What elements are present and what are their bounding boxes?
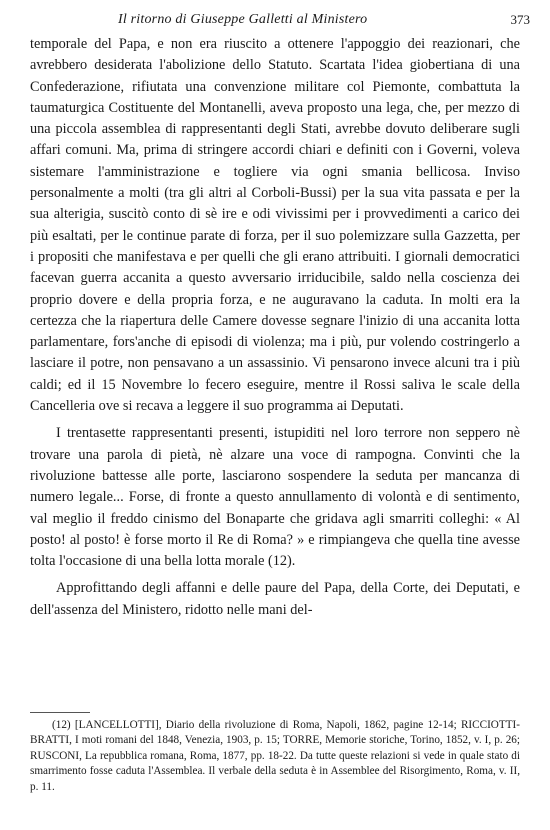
main-text	[30, 34, 520, 621]
paragraph: Approfittando degli affanni e delle paure del Papa, della Corte, dei Deputati, e dell'assenza del Ministero, ridotto nelle mani del-	[30, 580, 520, 618]
paragraph: temporale del Papa, e non era riuscito a ottenere l'appoggio dei reazionari, che avrebbero desiderata l'abolizione dello Statuto. Scartata l'idea giobertiana di una Confederazione, rifiutata una convenzione militare col Piemonte, combattuta la taumaturgica Costituente del Montanelli, aveva proposto una lega, che, per mezzo di una piccola assemblea di rappresentanti degli Stati, avrebbe dovuto deliberare sugli affari comuni. Ma, prima di stringere accordi chiari e definiti con i Governi, voleva sistemare l'amministrazione e togliere via ogni smania bellicosa. Inviso personalmente a molti (tra gli altri al Corboli-Bussi) per la sua vita passata e per la sua alterigia, suscitò conto di sè ire e odi vivissimi per i provvedimenti a carico dei più esaltati, per le continue parate di forza, per il suo polemizzare sulla Gazzetta, per i propositi che manifestava e per quelli che gli erano attribuiti. I giornali democratici facevan guerra accanita a questo avversario irriducibile, saldo nella coscienza dei proprio dovere e della propria forza, e ne auguravano la caduta. In molti era la certezza che la riapertura delle Camere dovesse segnare l'inizio di una accanita lotta parlamentare, fors'anche di episodi di violenza; ma i più, pur volendo costringerlo a lasciare il potre, non pensavano a un assassinio. Vi pensarono invece alcuni tra i più caldi; ed il 15 Novembre lo fecero eseguire, mentre il Rossi saliva le scale della Cancelleria ove si recava a leggere il suo programma ai Deputati.	[30, 36, 520, 415]
footnote	[30, 718, 520, 795]
paragraph: I trentasette rappresentanti presenti, istupiditi nel loro terrore non seppero nè trovare una parola di pietà, nè alzare una voce di rampogna. Convinti che la rivoluzione battesse alle porte, lasciarono sospendere la seduta per mancanza di numero legale... Forse, di fronte a questo annullamento di volontà e di sentimento, val meglio il freddo cinismo del Bonaparte che gridava agli smarriti colleghi: « Al posto! al posto! è forse morto il Re di Roma? » e rimpiangeva che quella tine avesse tolta l'occasione di una bella lotta morale (12).	[30, 425, 520, 570]
page-header	[70, 12, 530, 32]
footnote-divider	[30, 712, 90, 713]
page-number: 373	[510, 12, 530, 27]
footnote-text: (12) [LANCELLOTTI], Diario della rivoluzione di Roma, Napoli, 1862, pagine 12-14; RICCIOTTI-BRATTI, I moti romani del 1848, Venezia, 1903, p. 15; TORRE, Memorie storiche, Torino, 1852, v. I, p. 26; RUSCONI, La repubblica romana, Roma, 1877, pp. 18-22. Da tutte queste relazioni si vede in quale stato di smarrimento fosse caduta l'Assemblea. Il verbale della seduta è in Assemblee del Risorgimento, Roma, v. II, p. 11.	[30, 719, 520, 793]
running-title: Il ritorno di Giuseppe Galletti al Ministero	[118, 12, 368, 27]
